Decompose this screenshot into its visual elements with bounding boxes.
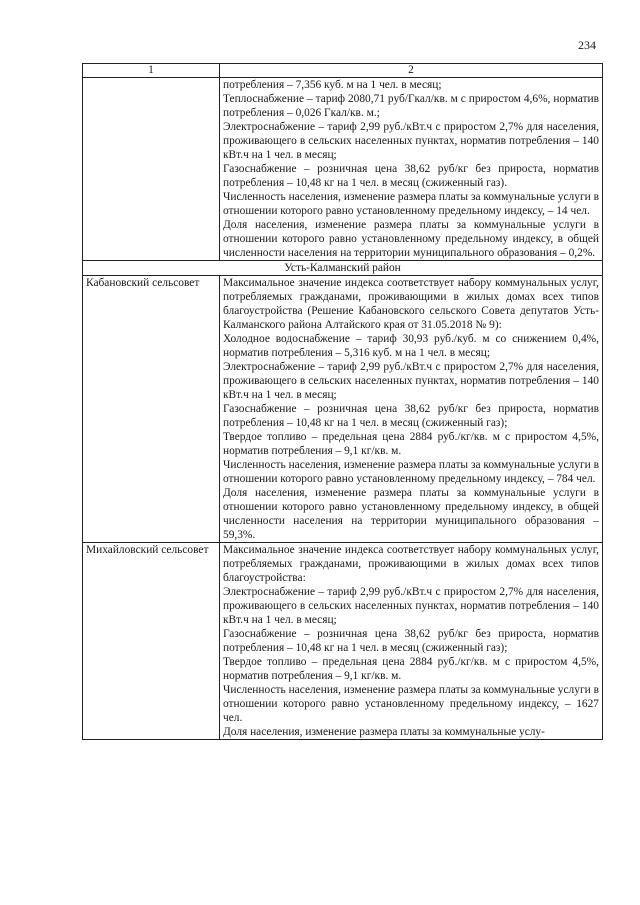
- municipality-description: [220, 543, 603, 740]
- continuation-row: [83, 78, 603, 261]
- paragraph: Максимальное значение индекса соответствует набору коммунальных услуг, потребляемых гражданами, проживающими в жилых домах всех типов благоустройства (Решение Кабановского сельского Совета депутатов Усть-Калманского района Алтайского края от 31.05.2018 № 9):: [223, 277, 599, 331]
- paragraph: Электроснабжение – тариф 2,99 руб./кВт.ч с приростом 2,7% для населения, проживающего в сельских населенных пунктах, норматив потребления – 140 кВт.ч на 1 чел. в месяц;: [223, 586, 599, 626]
- column-header-1: 1: [83, 64, 220, 78]
- paragraph: Газоснабжение – розничная цена 38,62 руб/кг без прироста, норматив потребления – 10,48 кг на 1 чел. в месяц (сжиженный газ).: [223, 163, 599, 189]
- paragraph: Теплоснабжение – тариф 2080,71 руб/Гкал/кв. м с приростом 4,6%, норматив потребления – 0,026 Гкал/кв. м.;: [223, 93, 599, 119]
- paragraph: Максимальное значение индекса соответствует набору коммунальных услуг, потребляемых гражданами, проживающими в жилых домах всех типов благоустройства:: [223, 544, 599, 584]
- page-number: 234: [578, 38, 596, 52]
- continuation-description: [220, 78, 603, 261]
- municipality-cell-empty: [83, 78, 220, 261]
- paragraph: Газоснабжение – розничная цена 38,62 руб/кг без прироста, норматив потребления – 10,48 кг на 1 чел. в месяц (сжиженный газ);: [223, 403, 599, 429]
- municipality-description: [220, 276, 603, 543]
- paragraph: Электроснабжение – тариф 2,99 руб./кВт.ч с приростом 2,7% для населения, проживающего в сельских населенных пунктах, норматив потребления – 140 кВт.ч на 1 чел. в месяц;: [223, 361, 599, 401]
- table-row: [83, 543, 603, 740]
- paragraph: Газоснабжение – розничная цена 38,62 руб/кг без прироста, норматив потребления – 10,48 кг на 1 чел. в месяц (сжиженный газ);: [223, 628, 599, 654]
- paragraph: Твердое топливо – предельная цена 2884 руб./кг/кв. м с приростом 4,5%, норматив потребления – 9,1 кг/кв. м.: [223, 431, 599, 457]
- paragraph: Электроснабжение – тариф 2,99 руб./кВт.ч с приростом 2,7% для населения, проживающего в сельских населенных пунктах, норматив потребления – 140 кВт.ч на 1 чел. в месяц;: [223, 121, 599, 161]
- paragraph: Численность населения, изменение размера платы за коммунальные услуги в отношении которого равно установленному предельному индексу, – 14 чел.: [223, 191, 599, 217]
- paragraph: Численность населения, изменение размера платы за коммунальные услуги в отношении которого равно установленному предельному индексу, – 784 чел.: [223, 459, 599, 485]
- municipality-name: Кабановский сельсовет: [83, 276, 220, 543]
- district-title: Усть-Калманский район: [83, 261, 603, 276]
- paragraph: потребления – 7,356 куб. м на 1 чел. в месяц;: [223, 79, 442, 91]
- paragraph: Доля населения, изменение размера платы за коммунальные услуги в отношении которого равно установленному предельному индексу, в общей численности населения на территории муниципального образования – 59,3%.: [223, 487, 599, 541]
- column-header-2: 2: [220, 64, 603, 78]
- header-row: [83, 64, 603, 78]
- document-table: [82, 63, 603, 740]
- paragraph: Доля населения, изменение размера платы за коммунальные услу-: [223, 726, 545, 738]
- paragraph: Холодное водоснабжение – тариф 30,93 руб./куб. м со снижением 0,4%, норматив потребления – 5,316 куб. м на 1 чел. в месяц;: [223, 333, 599, 359]
- paragraph: Твердое топливо – предельная цена 2884 руб./кг/кв. м с приростом 4,5%, норматив потребления – 9,1 кг/кв. м.: [223, 656, 599, 682]
- district-row: [83, 261, 603, 276]
- table-row: [83, 276, 603, 543]
- paragraph: Доля населения, изменение размера платы за коммунальные услуги в отношении которого равно установленному предельному индексу, в общей численности населения на территории муниципального образования – 0,2%.: [223, 219, 599, 259]
- municipality-name: Михайловский сельсовет: [83, 543, 220, 740]
- paragraph: Численность населения, изменение размера платы за коммунальные услуги в отношении которого равно установленному предельному индексу, – 1627 чел.: [223, 684, 599, 724]
